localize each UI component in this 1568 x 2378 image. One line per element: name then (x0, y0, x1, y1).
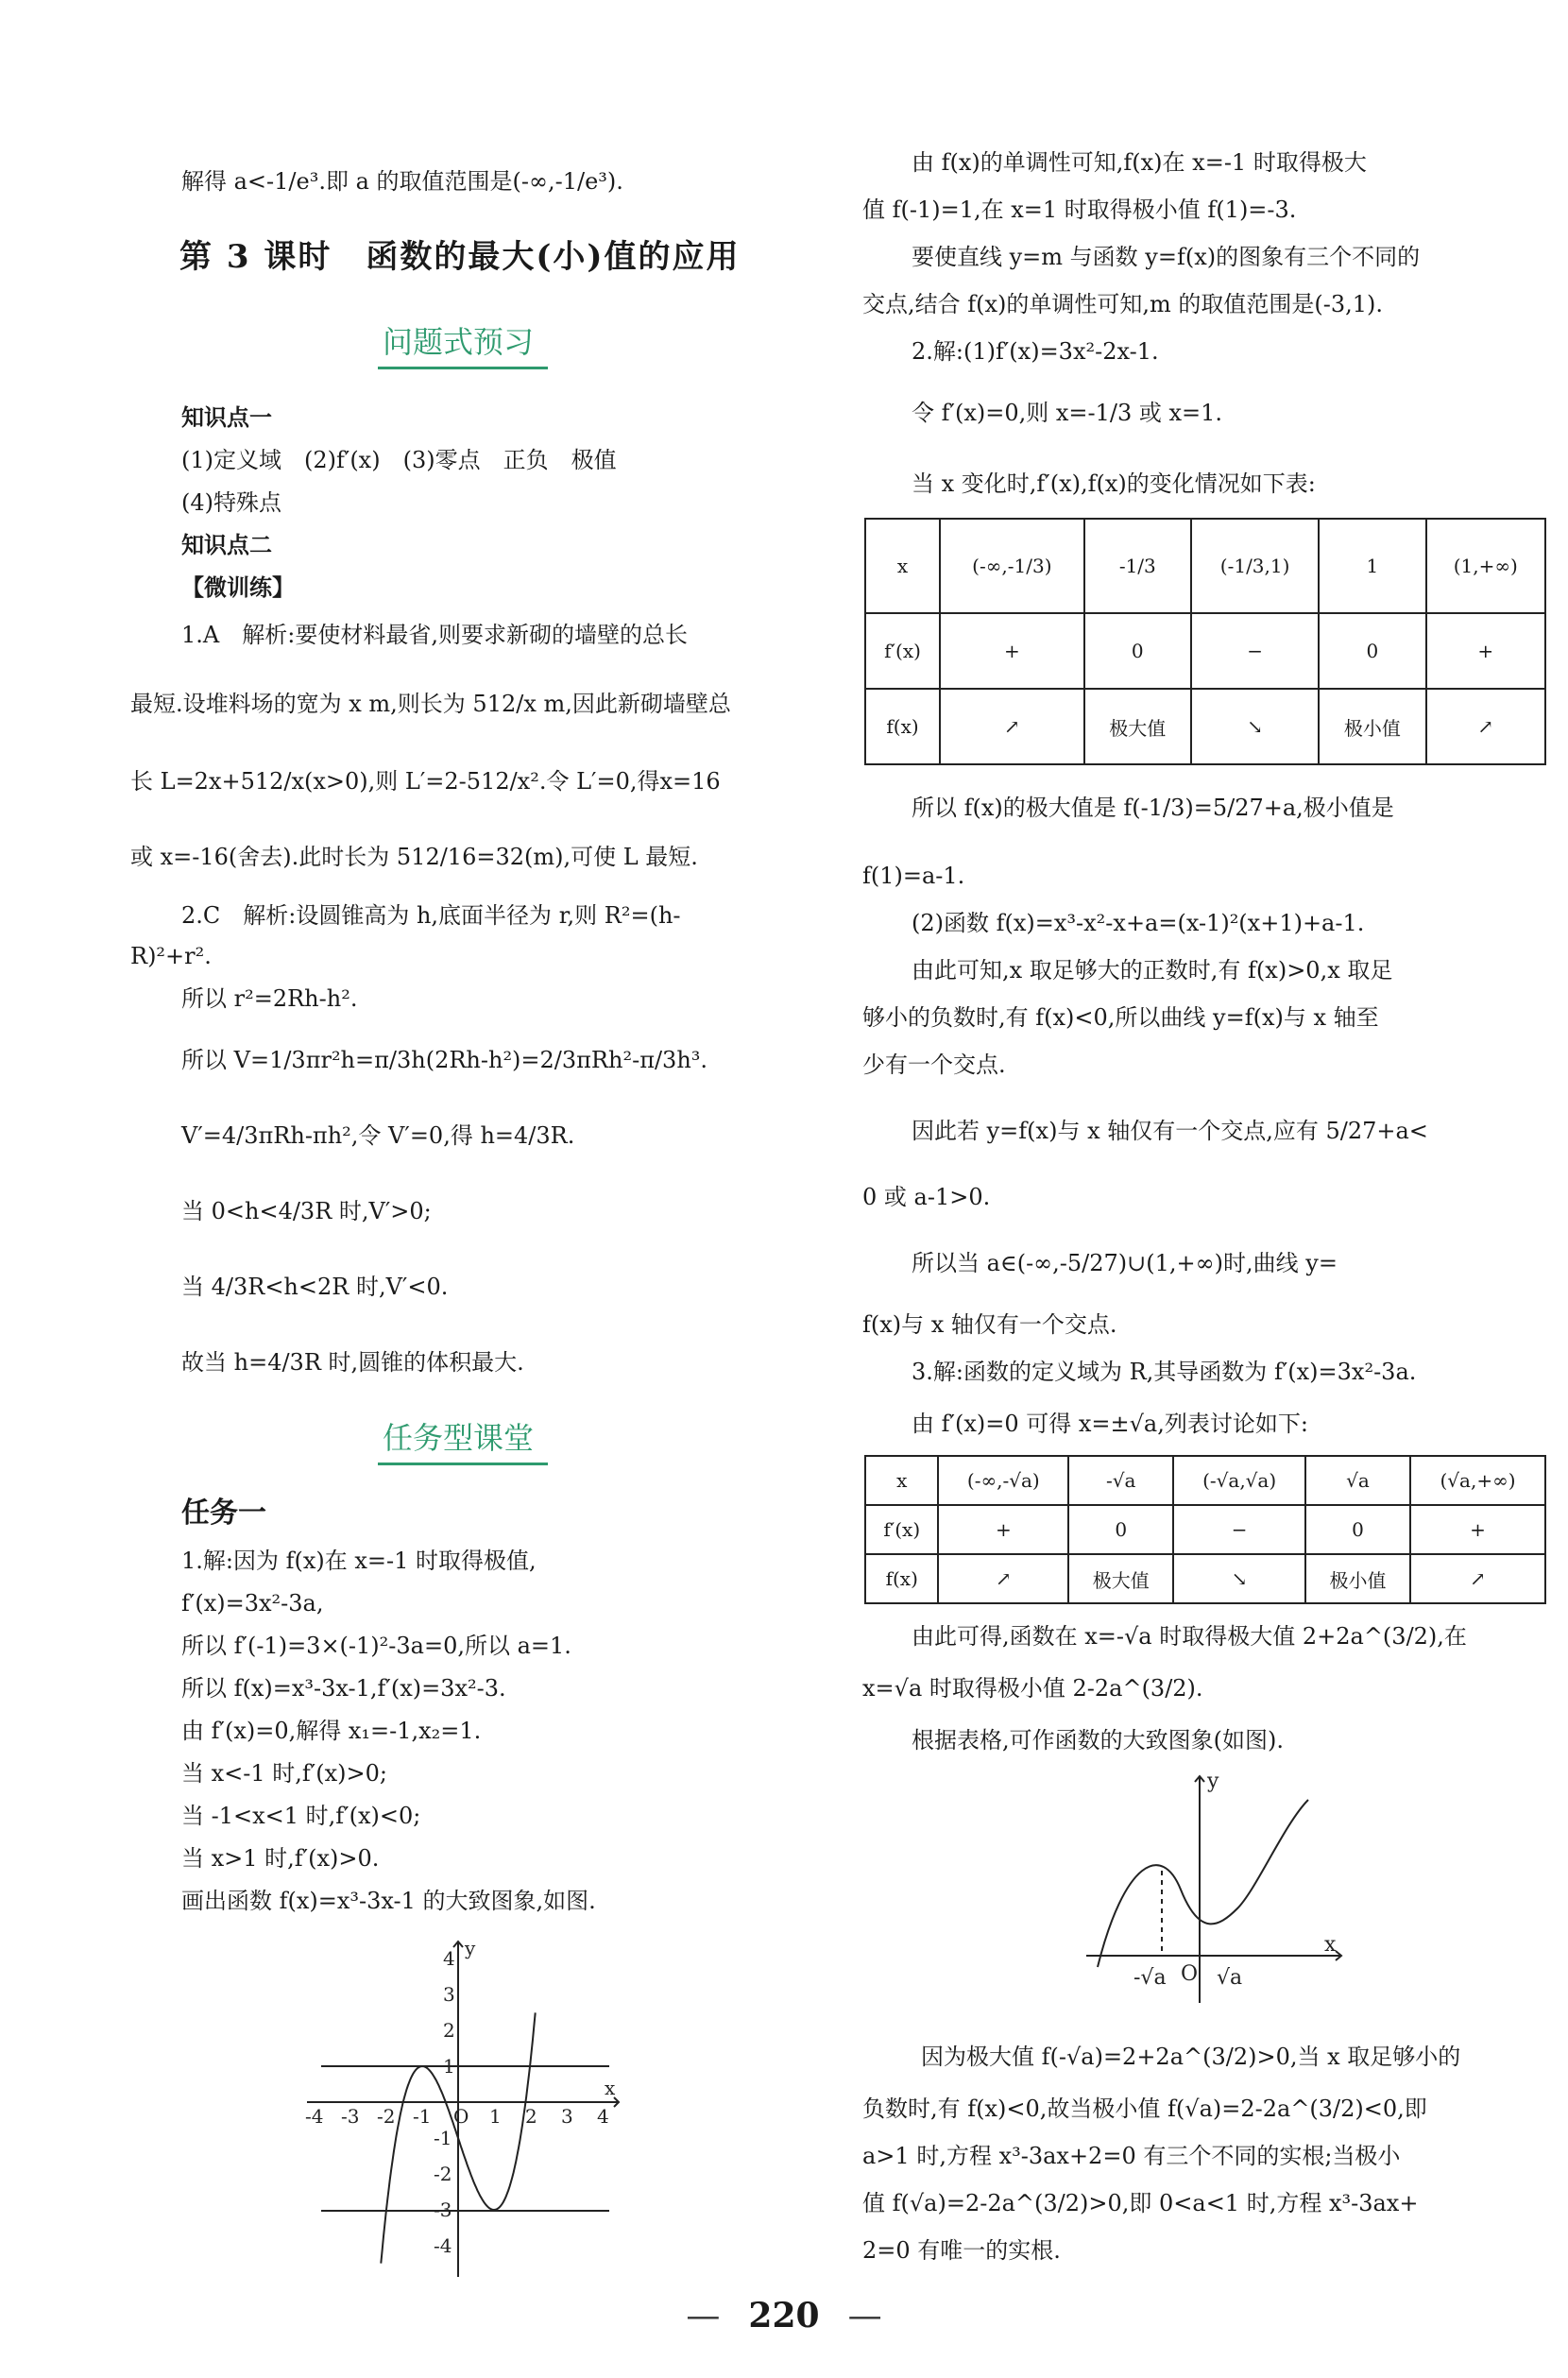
r1-line: 当 x 变化时,f′(x),f(x)的变化情况如下表: (912, 470, 1316, 497)
table-cell: x (865, 1456, 938, 1505)
t1-line: 1.解:因为 f(x)在 x=-1 时取得极值, (181, 1548, 537, 1574)
table-cell: 0 (1305, 1505, 1410, 1554)
graph1-x-tick: -1 (413, 2105, 432, 2128)
section-underline (378, 1463, 548, 1465)
table-cell: (-∞,-1/3) (940, 519, 1084, 613)
graph1-x-label: x (605, 2077, 616, 2099)
r2-line: 所以当 a∈(-∞,-5/27)∪(1,+∞)时,曲线 y= (912, 1250, 1338, 1276)
graph1-x-tick: 1 (489, 2105, 502, 2128)
table-cell: 0 (1084, 613, 1191, 689)
r2-line: 0 或 a-1>0. (862, 1184, 991, 1210)
table-cell: ↗ (940, 689, 1084, 764)
page-number: 220 (748, 2296, 820, 2335)
table-cell: (1,+∞) (1426, 519, 1545, 613)
variation-table-2 (864, 1455, 1546, 1604)
kp1-title: 知识点一 (181, 404, 272, 431)
table-cell: 0 (1319, 613, 1425, 689)
lesson-title: 第 3 课时 函数的最大(小)值的应用 (179, 238, 741, 276)
graph1-x-tick: -3 (341, 2105, 360, 2128)
r4-line: 值 f(√a)=2-2a^(3/2)>0,即 0<a<1 时,方程 x³-3ax+ (862, 2190, 1419, 2216)
graph1-y-tick: 2 (443, 2019, 455, 2042)
q1-line: 或 x=-16(舍去).此时长为 512/16=32(m),可使 L 最短. (130, 844, 698, 870)
variation-table-1 (864, 518, 1546, 765)
cubic-graph-1 (293, 1932, 623, 2282)
graph1-x-tick: 2 (525, 2105, 537, 2128)
table-cell: f(x) (865, 1554, 938, 1603)
table-cell: − (1191, 613, 1319, 689)
micro-training-title: 【微训练】 (181, 574, 295, 601)
t1-line: 当 x>1 时,f′(x)>0. (181, 1845, 380, 1872)
table-cell: + (940, 613, 1084, 689)
intro-line: 解得 a<-1/e³.即 a 的取值范围是(-∞,-1/e³). (181, 168, 623, 195)
table-cell: 0 (1068, 1505, 1173, 1554)
table-cell: − (1173, 1505, 1305, 1554)
table-cell: (√a,+∞) (1410, 1456, 1545, 1505)
table-cell: ↗ (1410, 1554, 1545, 1603)
table-cell: f′(x) (865, 1505, 938, 1554)
table-cell: 极大值 (1084, 689, 1191, 764)
t1-line: 所以 f(x)=x³-3x-1,f′(x)=3x²-3. (181, 1675, 506, 1702)
q2-line: 所以 r²=2Rh-h². (181, 985, 358, 1012)
graph1-y-label: y (465, 1937, 476, 1959)
table-cell: 极小值 (1305, 1554, 1410, 1603)
page-footer (0, 2296, 1568, 2335)
q1-line: 长 L=2x+512/x(x>0),则 L′=2-512/x².令 L′=0,得x=16 (130, 768, 721, 795)
r1-line: 由 f(x)的单调性可知,f(x)在 x=-1 时取得极大 (912, 149, 1367, 176)
r1-line: 交点,结合 f(x)的单调性可知,m 的取值范围是(-3,1). (862, 291, 1384, 317)
t1-line: 所以 f′(-1)=3×(-1)²-3a=0,所以 a=1. (181, 1633, 571, 1659)
table-cell: ↗ (1426, 689, 1545, 764)
graph1-x-tick: O (453, 2105, 469, 2128)
r3-line: 根据表格,可作函数的大致图象(如图). (912, 1727, 1284, 1754)
neg-sqrt-a-label: -√a (1133, 1966, 1167, 1990)
graph1-x-tick: 3 (561, 2105, 573, 2128)
q1-line: 1.A 解析:要使材料最省,则要求新砌的墙壁的总长 (181, 622, 688, 648)
origin-label: O (1181, 1962, 1199, 1986)
r2-line: 所以 f(x)的极大值是 f(-1/3)=5/27+a,极小值是 (912, 795, 1394, 821)
r1-line: 令 f′(x)=0,则 x=-1/3 或 x=1. (912, 400, 1223, 426)
footer-dash-right: — (847, 2297, 882, 2335)
cubic-graph-2 (1077, 1767, 1370, 2012)
q2-line: V′=4/3πRh-πh²,令 V′=0,得 h=4/3R. (181, 1122, 575, 1149)
r2-line: 因此若 y=f(x)与 x 轴仅有一个交点,应有 5/27+a< (912, 1118, 1428, 1144)
r2-line: f(1)=a-1. (862, 863, 965, 889)
table-cell: 极小值 (1319, 689, 1425, 764)
table-cell: (-∞,-√a) (938, 1456, 1068, 1505)
r4-line: 负数时,有 f(x)<0,故当极小值 f(√a)=2-2a^(3/2)<0,即 (862, 2096, 1427, 2122)
table-cell: (-√a,√a) (1173, 1456, 1305, 1505)
table-cell: x (865, 519, 940, 613)
r1-line: 值 f(-1)=1,在 x=1 时取得极小值 f(1)=-3. (862, 197, 1297, 223)
kp1-line2: (4)特殊点 (181, 489, 281, 516)
table-cell: √a (1305, 1456, 1410, 1505)
r2-line: 由 f′(x)=0 可得 x=±√a,列表讨论如下: (912, 1411, 1308, 1437)
t1-line: 当 -1<x<1 时,f′(x)<0; (181, 1803, 421, 1829)
q1-line: 最短.设堆料场的宽为 x m,则长为 512/x m,因此新砌墙壁总 (130, 691, 731, 717)
kp1-line1: (1)定义域 (2)f′(x) (3)零点 正负 极值 (181, 447, 617, 473)
table-cell: + (938, 1505, 1068, 1554)
graph1-x-tick: -2 (377, 2105, 396, 2128)
r2-line: 少有一个交点. (862, 1052, 1006, 1078)
r2-line: 3.解:函数的定义域为 R,其导函数为 f′(x)=3x²-3a. (912, 1359, 1417, 1385)
table-cell: 极大值 (1068, 1554, 1173, 1603)
table-cell: -1/3 (1084, 519, 1191, 613)
table-cell: + (1410, 1505, 1545, 1554)
graph1-x-tick: -4 (305, 2105, 324, 2128)
graph1-y-tick: 4 (443, 1947, 455, 1970)
r3-line: 由此可得,函数在 x=-√a 时取得极大值 2+2a^(3/2),在 (912, 1623, 1467, 1650)
r2-line: 够小的负数时,有 f(x)<0,所以曲线 y=f(x)与 x 轴至 (862, 1004, 1379, 1031)
graph1-y-tick: -3 (434, 2198, 452, 2221)
r4-line: a>1 时,方程 x³-3ax+2=0 有三个不同的实根;当极小 (862, 2143, 1401, 2169)
y-axis-label: y (1207, 1770, 1219, 1793)
q2-line: 2.C 解析:设圆锥高为 h,底面半径为 r,则 R²=(h- (181, 902, 681, 929)
task1-title: 任务一 (181, 1497, 266, 1530)
t1-line: 由 f′(x)=0,解得 x₁=-1,x₂=1. (181, 1718, 482, 1744)
r2-line: 由此可知,x 取足够大的正数时,有 f(x)>0,x 取足 (912, 957, 1393, 984)
r1-line: 要使直线 y=m 与函数 y=f(x)的图象有三个不同的 (912, 244, 1421, 270)
r4-line: 因为极大值 f(-√a)=2+2a^(3/2)>0,当 x 取足够小的 (921, 2044, 1461, 2070)
graph1-y-tick: -1 (434, 2127, 452, 2149)
t1-line: 画出函数 f(x)=x³-3x-1 的大致图象,如图. (181, 1888, 596, 1914)
table-cell: + (1426, 613, 1545, 689)
graph1-y-tick: 3 (443, 1983, 455, 2006)
cubic-curve-2 (1098, 1800, 1308, 1967)
graph1-y-tick: -2 (434, 2163, 452, 2185)
q2-line: 当 4/3R<h<2R 时,V′<0. (181, 1274, 449, 1300)
footer-dash-left: — (686, 2297, 721, 2335)
t1-line: f′(x)=3x²-3a, (181, 1590, 324, 1617)
t1-line: 当 x<-1 时,f′(x)>0; (181, 1760, 387, 1787)
q2-line: 所以 V=1/3πr²h=π/3h(2Rh-h²)=2/3πRh²-π/3h³. (181, 1047, 708, 1073)
section-preview-title: 问题式预习 (383, 324, 535, 360)
section-underline (378, 367, 548, 369)
q2-line: R)²+r². (130, 943, 212, 969)
table-cell: ↘ (1173, 1554, 1305, 1603)
table-cell: ↘ (1191, 689, 1319, 764)
r3-line: x=√a 时取得极小值 2-2a^(3/2). (862, 1675, 1203, 1702)
table-cell: f(x) (865, 689, 940, 764)
graph1-x-tick: 4 (597, 2105, 609, 2128)
r2-line: (2)函数 f(x)=x³-x²-x+a=(x-1)²(x+1)+a-1. (912, 910, 1365, 936)
table-cell: -√a (1068, 1456, 1173, 1505)
kp2-title: 知识点二 (181, 532, 272, 558)
table-cell: f′(x) (865, 613, 940, 689)
r1-line: 2.解:(1)f′(x)=3x²-2x-1. (912, 338, 1159, 365)
section-task-title: 任务型课堂 (383, 1420, 535, 1456)
table-cell: 1 (1319, 519, 1425, 613)
table-cell: (-1/3,1) (1191, 519, 1319, 613)
r4-line: 2=0 有唯一的实根. (862, 2237, 1061, 2264)
r2-line: f(x)与 x 轴仅有一个交点. (862, 1311, 1117, 1338)
graph1-y-tick: -4 (434, 2234, 452, 2257)
sqrt-a-label: √a (1217, 1966, 1243, 1990)
graph1-y-tick: 1 (443, 2055, 455, 2078)
table-cell: ↗ (938, 1554, 1068, 1603)
q2-line: 当 0<h<4/3R 时,V′>0; (181, 1198, 432, 1224)
x-axis-label: x (1324, 1933, 1337, 1957)
q2-line: 故当 h=4/3R 时,圆锥的体积最大. (181, 1349, 524, 1376)
